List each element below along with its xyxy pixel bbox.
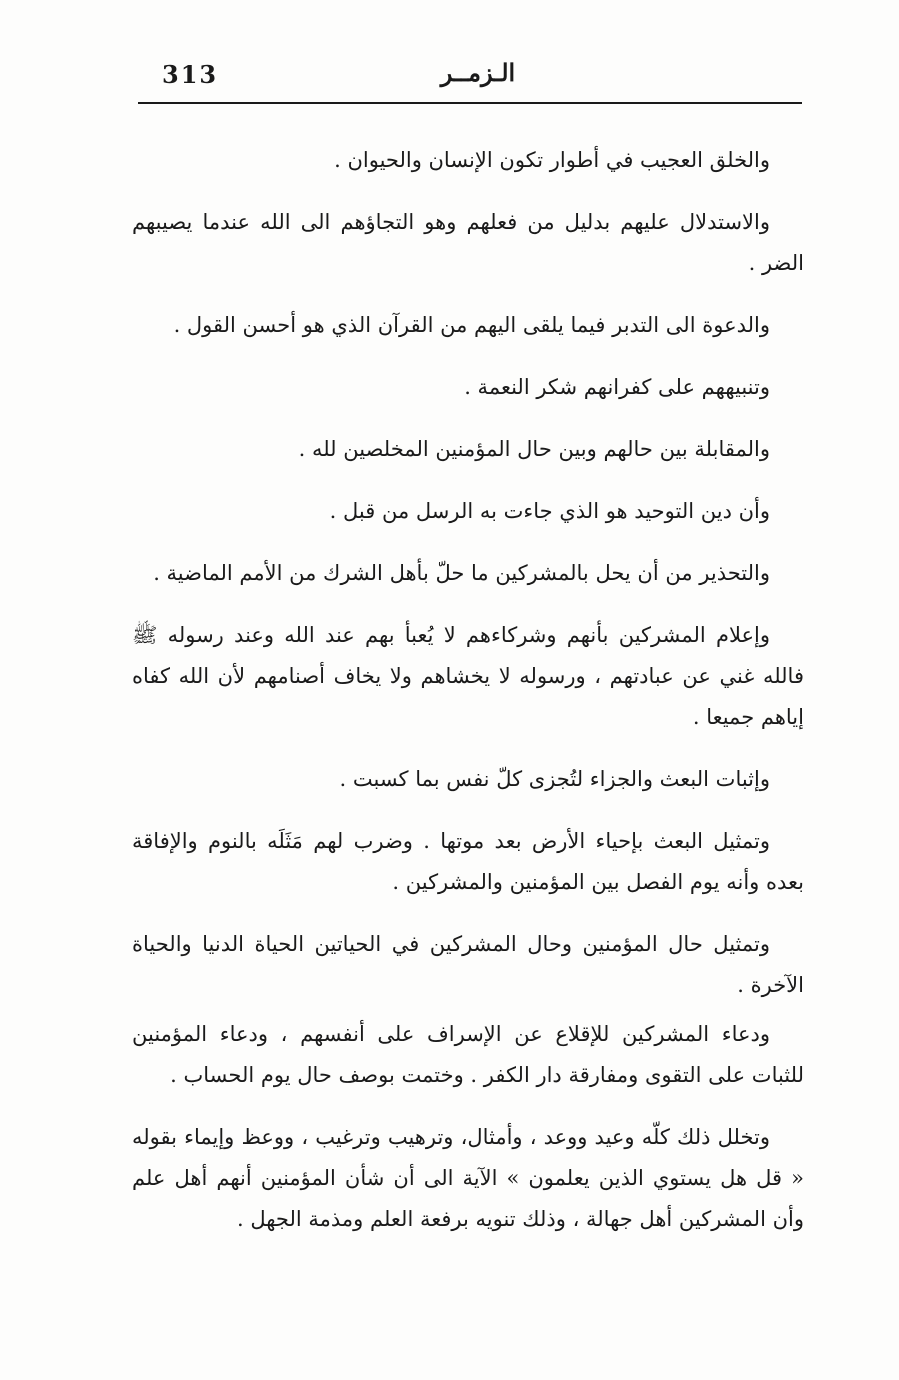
paragraph-ingratitude: وتنبيههم على كفرانهم شكر النعمة . <box>464 375 770 399</box>
paragraph-reflection: والدعوة الى التدبر فيما يلقى اليهم من القرآن الذي هو أحسن القول . <box>173 313 770 337</box>
paragraph-notification: وإعلام المشركين بأنهم وشركاءهم لا يُعبأ بهم عند الله وعند رسوله ﷺ فالله غني عن عبادتهم ، ورسوله لا يخشاهم ولا يخاف أصنامهم لأن الله كفاه إياهم جميعا . <box>132 623 804 729</box>
page-number: 313 <box>162 60 219 89</box>
paragraph-call-to-repent: ودعاء المشركين للإقلاع عن الإسراف على أنفسهم ، ودعاء المؤمنين للثبات على التقوى ومفارقة دار الكفر . وختمت بوصف حال يوم الحساب . <box>132 1022 804 1087</box>
header-rule <box>138 102 802 104</box>
page-header <box>138 58 802 104</box>
running-title: الـزمــر <box>440 58 516 87</box>
paragraph-monotheism: وأن دين التوحيد هو الذي جاءت به الرسل من قبل . <box>329 499 770 523</box>
paragraph-warning: والتحذير من أن يحل بالمشركين ما حلّ بأهل الشرك من الأمم الماضية . <box>153 561 770 585</box>
body-text <box>132 140 804 1240</box>
paragraph-contrast: والمقابلة بين حالهم وبين حال المؤمنين المخلصين لله . <box>298 437 770 461</box>
paragraph-evidence: والاستدلال عليهم بدليل من فعلهم وهو التجاؤهم الى الله عندما يصيبهم الضر . <box>132 210 804 275</box>
paragraph-two-lives: وتمثيل حال المؤمنين وحال المشركين في الحياتين الحياة الدنيا والحياة الآخرة . <box>132 932 804 997</box>
paragraph-resurrection: وإثبات البعث والجزاء لتُجزى كلّ نفس بما كسبت . <box>339 767 770 791</box>
paragraph-knowledge: وتخلل ذلك كلّه وعيد ووعد ، وأمثال، وترهيب وترغيب ، ووعظ وإيماء بقوله « قل هل يستوي الذين يعلمون » الآية الى أن شأن المؤمنين أنهم أهل علم وأن المشركين أهل جهالة ، وذلك تنويه برفعة العلم ومذمة الجهل . <box>132 1125 804 1231</box>
paragraph-creation: والخلق العجيب في أطوار تكون الإنسان والحيوان . <box>334 148 770 172</box>
paragraph-resurrection-analogy: وتمثيل البعث بإحياء الأرض بعد موتها . وضرب لهم مَثَلَه بالنوم والإفاقة بعده وأنه يوم الفصل بين المؤمنين والمشركين . <box>132 829 804 894</box>
